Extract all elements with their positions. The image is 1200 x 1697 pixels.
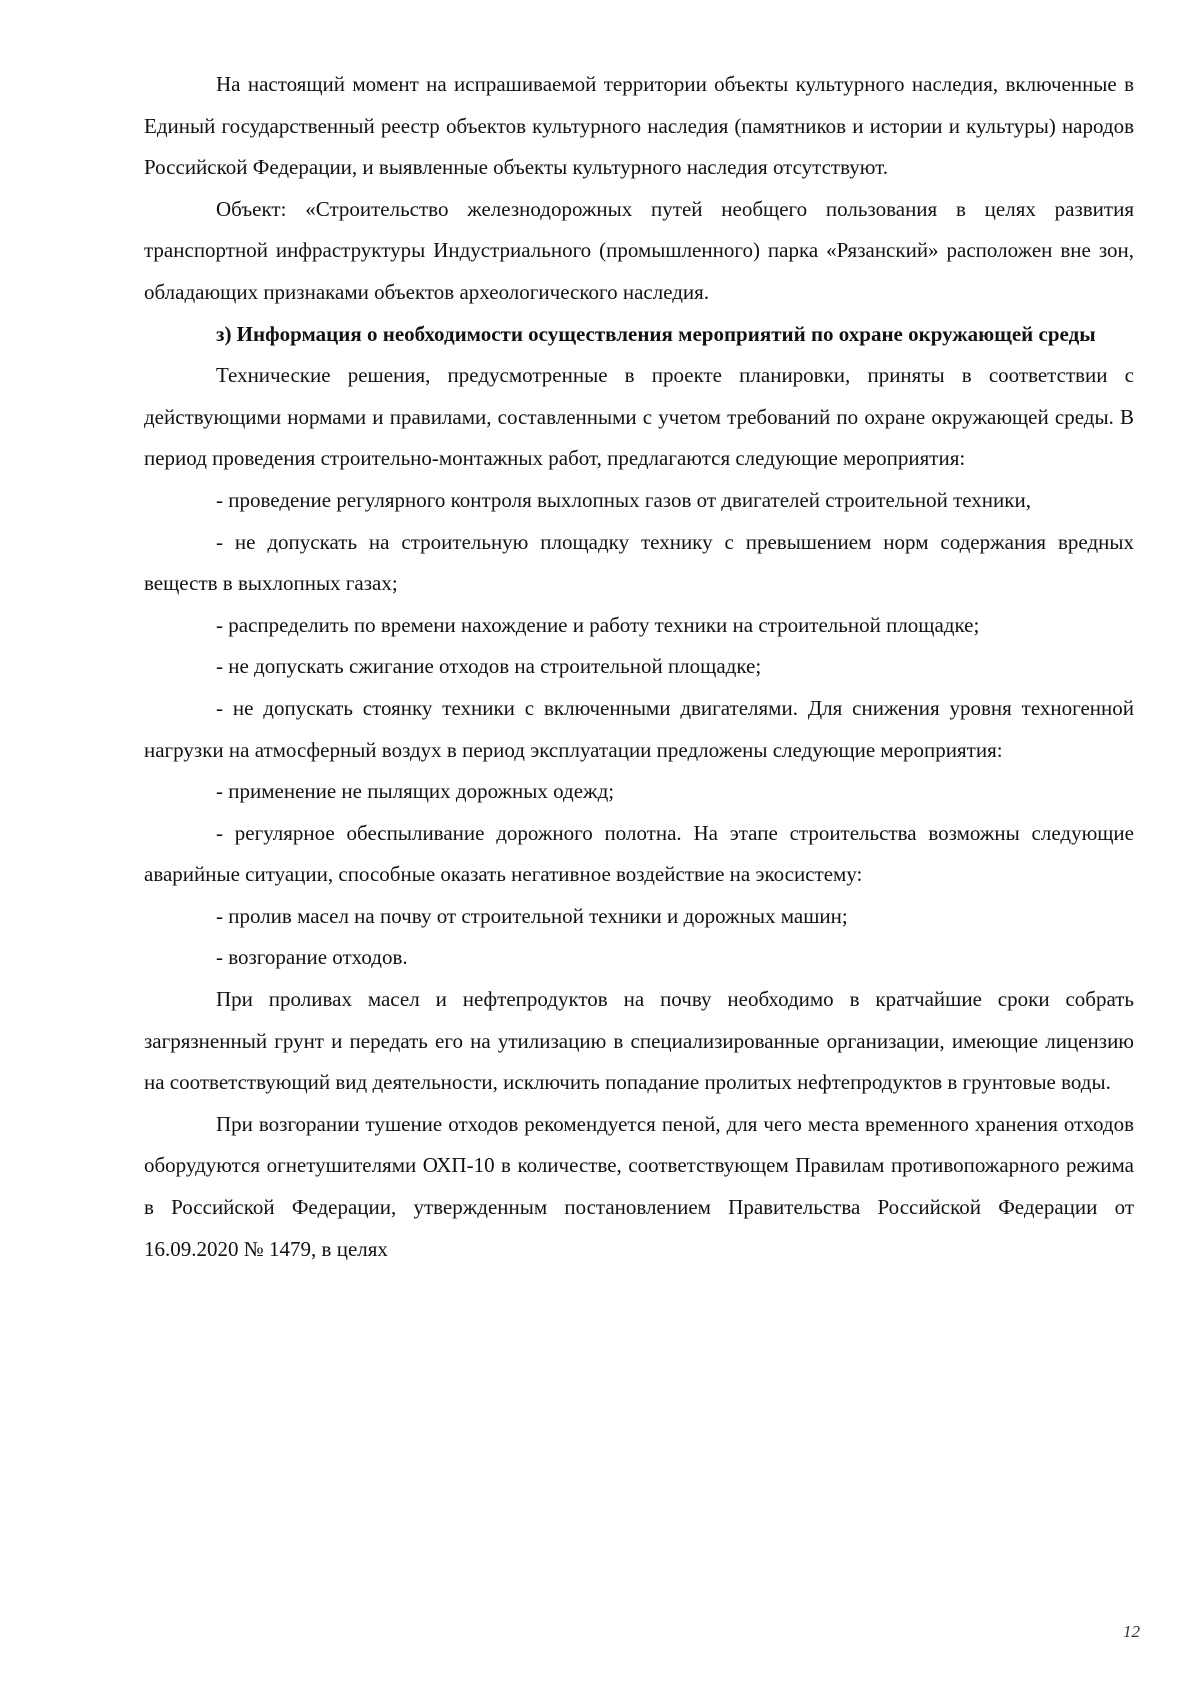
- section-heading: з) Информация о необходимости осуществления мероприятий по охране окружающей среды: [216, 321, 1096, 346]
- list-item-exhaust-control: - проведение регулярного контроля выхлопных газов от двигателей строительной техники,: [216, 487, 1031, 512]
- paragraph-heritage-absence: На настоящий момент на испрашиваемой территории объекты культурного наследия, включенные в Единый государственный реестр объектов культурного наследия (памятников и истории и культуры) народов Российской Федерации, и выявленные объекты культурного наследия отсутствуют.: [144, 72, 1134, 180]
- paragraph-spill-response: При проливах масел и нефтепродуктов на почву необходимо в кратчайшие сроки собрать загрязненный грунт и передать его на утилизацию в специализированные организации, имеющие лицензию на соответствующий вид деятельности, исключить попадание пролитых нефтепродуктов в грунтовые воды.: [144, 987, 1134, 1095]
- list-item-no-excess-vehicles: - не допускать на строительную площадку технику с превышением норм содержания вредных веществ в выхлопных газах;: [144, 529, 1134, 596]
- document-body: [144, 64, 1134, 1270]
- paragraph-fire-response: При возгорании тушение отходов рекомендуется пеной, для чего места временного хранения отходов оборудуются огнетушителями ОХП-10 в количестве, соответствующем Правилам противопожарного режима в Российской Федерации, утвержденным постановлением Правительства Российской Федерации от 16.09.2020 № 1479, в целях: [144, 1111, 1134, 1261]
- paragraph-technical-solutions: Технические решения, предусмотренные в проекте планировки, приняты в соответствии с действующими нормами и правилами, составленными с учетом требований по охране окружающей среды. В период проведения строительно-монтажных работ, предлагаются следующие мероприятия:: [144, 363, 1134, 471]
- list-item-dust-removal: - регулярное обеспыливание дорожного полотна. На этапе строительства возможны следующие аварийные ситуации, способные оказать негативное воздействие на экосистему:: [144, 820, 1134, 887]
- page-number: 12: [1123, 1622, 1140, 1641]
- list-item-fire: - возгорание отходов.: [216, 945, 408, 970]
- list-item-distribute-work: - распределить по времени нахождение и работу техники на строительной площадке;: [216, 612, 980, 637]
- paragraph-object-location: Объект: «Строительство железнодорожных путей необщего пользования в целях развития транспортной инфраструктуры Индустриального (промышленного) парка «Рязанский» расположен вне зон, обладающих признаками объектов археологического наследия.: [144, 196, 1134, 304]
- list-item-no-idling: - не допускать стоянку техники с включенными двигателями. Для снижения уровня техногенной нагрузки на атмосферный воздух в период эксплуатации предложены следующие мероприятия:: [144, 695, 1134, 762]
- list-item-no-burning: - не допускать сжигание отходов на строительной площадке;: [216, 654, 762, 679]
- list-item-dustless-surfaces: - применение не пылящих дорожных одежд;: [216, 779, 615, 804]
- list-item-oil-spill: - пролив масел на почву от строительной техники и дорожных машин;: [216, 903, 848, 928]
